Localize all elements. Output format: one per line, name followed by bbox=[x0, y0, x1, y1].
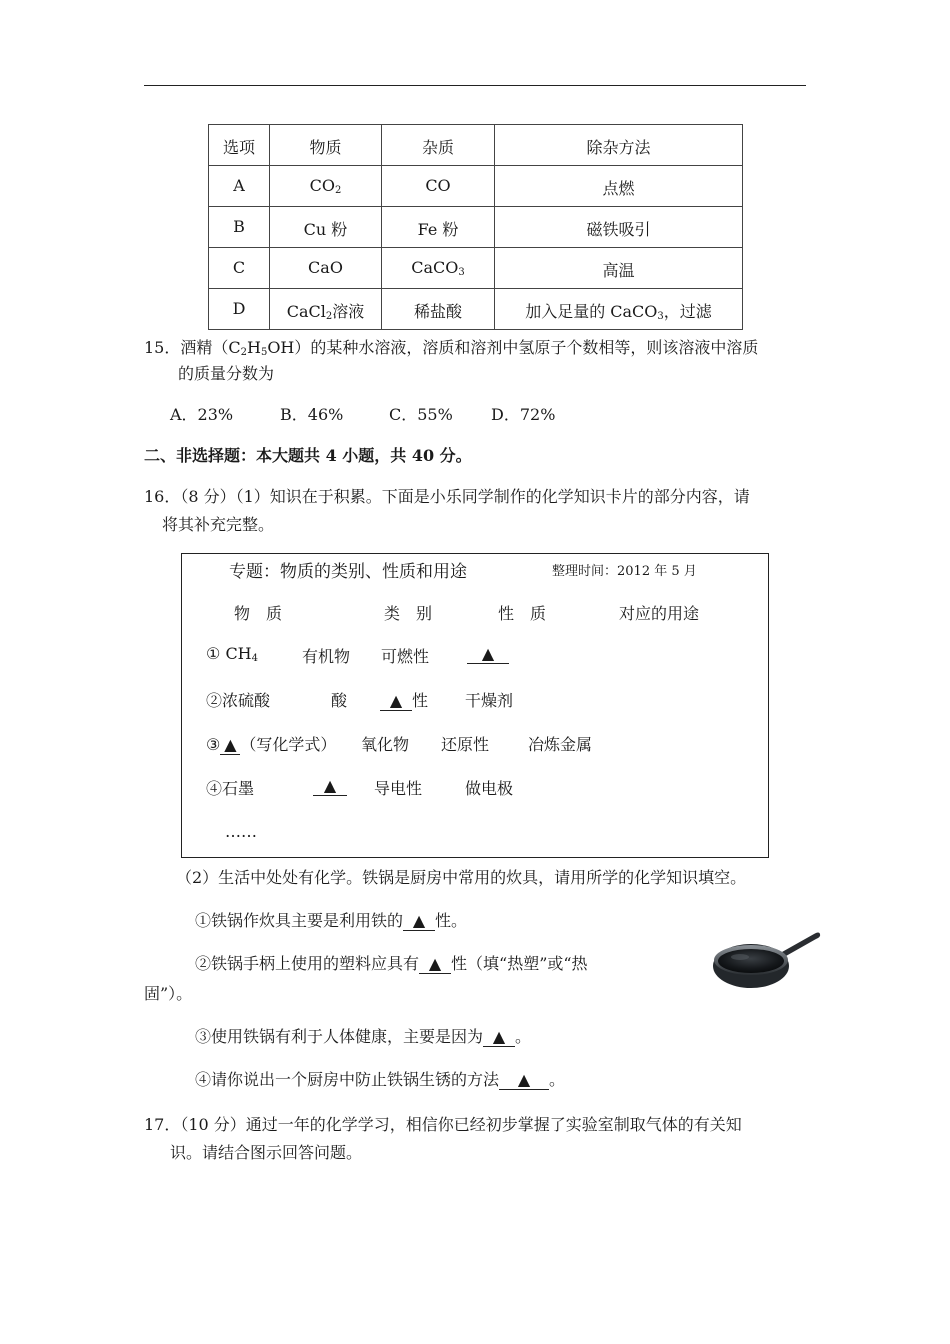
card-ellipsis: …… bbox=[225, 822, 257, 841]
card-row4-property: 导电性 bbox=[374, 779, 423, 798]
card-row2-use: 干燥剂 bbox=[465, 691, 514, 710]
method-text: ，过滤 bbox=[663, 302, 712, 321]
subscript: 3 bbox=[458, 267, 465, 278]
table-cell: B bbox=[209, 207, 270, 248]
q15-option-a: A．23% bbox=[170, 405, 234, 424]
answer-blank[interactable]: ▲ bbox=[220, 736, 240, 755]
table-cell: CaO bbox=[270, 248, 382, 289]
card-row2-category: 酸 bbox=[331, 691, 348, 710]
formula: CaCl bbox=[286, 302, 326, 321]
subscript: 2 bbox=[334, 185, 342, 196]
q17-stem-line2: 识。请结合图示回答问题。 bbox=[170, 1143, 363, 1162]
table-header: 杂质 bbox=[382, 125, 495, 166]
card-row3-use: 冶炼金属 bbox=[528, 735, 593, 754]
table-cell bbox=[270, 289, 382, 330]
table-cell: CO bbox=[382, 166, 495, 207]
table-header-row bbox=[209, 125, 743, 166]
table-cell: 高温 bbox=[495, 248, 743, 289]
table-header: 选项 bbox=[209, 125, 270, 166]
table-cell: D bbox=[209, 289, 270, 330]
table-cell bbox=[495, 289, 743, 330]
card-header-category: 类 别 bbox=[384, 604, 433, 623]
subscript: 3 bbox=[657, 311, 664, 322]
card-header-substance: 物 质 bbox=[234, 604, 283, 623]
q16-sub1: ①铁锅作炊具主要是利用铁的 ▲ 性。 bbox=[195, 911, 468, 930]
card-row3-substance: ③ ▲ （写化学式） bbox=[206, 735, 337, 754]
table-cell: Fe 粉 bbox=[382, 207, 495, 248]
q16-stem: 16．（8 分）（1）知识在于积累。下面是小乐同学制作的化学知识卡片的部分内容，请 bbox=[144, 487, 750, 506]
q16-sub4: ④请你说出一个厨房中防止铁锅生锈的方法 ▲ 。 bbox=[195, 1070, 566, 1089]
subscript: 2 bbox=[325, 311, 333, 322]
top-rule bbox=[144, 85, 806, 86]
table-header: 物质 bbox=[270, 125, 382, 166]
table-row bbox=[209, 207, 743, 248]
card-row1-property: 可燃性 bbox=[381, 647, 430, 666]
table-row bbox=[209, 248, 743, 289]
card-row3-category: 氧化物 bbox=[361, 735, 410, 754]
wok-highlight bbox=[731, 954, 749, 960]
table-cell: 磁铁吸引 bbox=[495, 207, 743, 248]
q15-stem-line2: 的质量分数为 bbox=[178, 364, 275, 383]
card-header-use: 对应的用途 bbox=[619, 604, 700, 623]
answer-blank[interactable]: ▲ bbox=[403, 912, 435, 931]
q16-stem-line2: 将其补充完整。 bbox=[162, 515, 275, 534]
q16-sub3: ③使用铁锅有利于人体健康，主要是因为 ▲ 。 bbox=[195, 1027, 532, 1046]
card-row4-substance: ④石墨 bbox=[206, 779, 255, 798]
formula-tail: 溶液 bbox=[332, 302, 365, 321]
q17-stem: 17．（10 分）通过一年的化学学习，相信你已经初步掌握了实验室制取气体的有关知 bbox=[144, 1115, 742, 1134]
impurity-removal-table bbox=[208, 124, 743, 330]
table-cell: Cu 粉 bbox=[270, 207, 382, 248]
wok-picture bbox=[710, 926, 822, 992]
card-row1-category: 有机物 bbox=[302, 647, 351, 666]
card-row1-use bbox=[467, 644, 509, 664]
method-text: 加入足量的 CaCO bbox=[525, 302, 658, 321]
card-row2-substance: ②浓硫酸 bbox=[206, 691, 271, 710]
card-row1-substance: ① $CH_4$ bbox=[206, 644, 259, 664]
answer-blank[interactable]: ▲ bbox=[313, 777, 347, 796]
table-cell: C bbox=[209, 248, 270, 289]
card-row4-category bbox=[313, 776, 347, 796]
formula: CaCO bbox=[411, 258, 459, 277]
table-cell: A bbox=[209, 166, 270, 207]
card-row3-property: 还原性 bbox=[441, 735, 490, 754]
card-header-property: 性 质 bbox=[498, 604, 547, 623]
q15-option-d: D．72% bbox=[491, 405, 556, 424]
card-date: 整理时间：2012 年 5 月 bbox=[552, 564, 697, 579]
card-row2-property: ▲ 性 bbox=[380, 688, 428, 711]
table-cell: 点燃 bbox=[495, 166, 743, 207]
section-heading: 二、非选择题：本大题共 4 小题，共 40 分。 bbox=[144, 446, 472, 465]
answer-blank[interactable]: ▲ bbox=[467, 645, 509, 664]
table-cell bbox=[270, 166, 382, 207]
table-header: 除杂方法 bbox=[495, 125, 743, 166]
table-row bbox=[209, 289, 743, 330]
q16-part2: （2）生活中处处有化学。铁锅是厨房中常用的炊具，请用所学的化学知识填空。 bbox=[176, 868, 747, 887]
formula: CO bbox=[309, 176, 335, 195]
answer-blank[interactable]: ▲ bbox=[483, 1028, 515, 1047]
table-row bbox=[209, 166, 743, 207]
q16-sub2-line2: 固”）。 bbox=[144, 984, 193, 1003]
answer-blank[interactable]: ▲ bbox=[419, 955, 451, 974]
card-title: 专题：物质的类别、性质和用途 bbox=[229, 562, 467, 582]
card-row4-use: 做电极 bbox=[465, 779, 514, 798]
wok-inside bbox=[718, 949, 784, 973]
answer-blank[interactable]: ▲ bbox=[380, 692, 412, 711]
q16-sub2: ②铁锅手柄上使用的塑料应具有 ▲ 性（填“热塑”或“热 bbox=[195, 954, 588, 973]
table-cell: 稀盐酸 bbox=[382, 289, 495, 330]
answer-blank[interactable]: ▲ bbox=[499, 1071, 549, 1090]
q15-option-c: C．55% bbox=[389, 405, 453, 424]
q15-option-b: B．46% bbox=[280, 405, 344, 424]
wok-handle bbox=[782, 933, 820, 957]
q15-stem: 15．酒精$(C_2H_5OH)$的某种水溶液，溶质和溶剂中氢原子个数相等，则该溶液中溶质 bbox=[144, 338, 759, 358]
table-cell bbox=[382, 248, 495, 289]
